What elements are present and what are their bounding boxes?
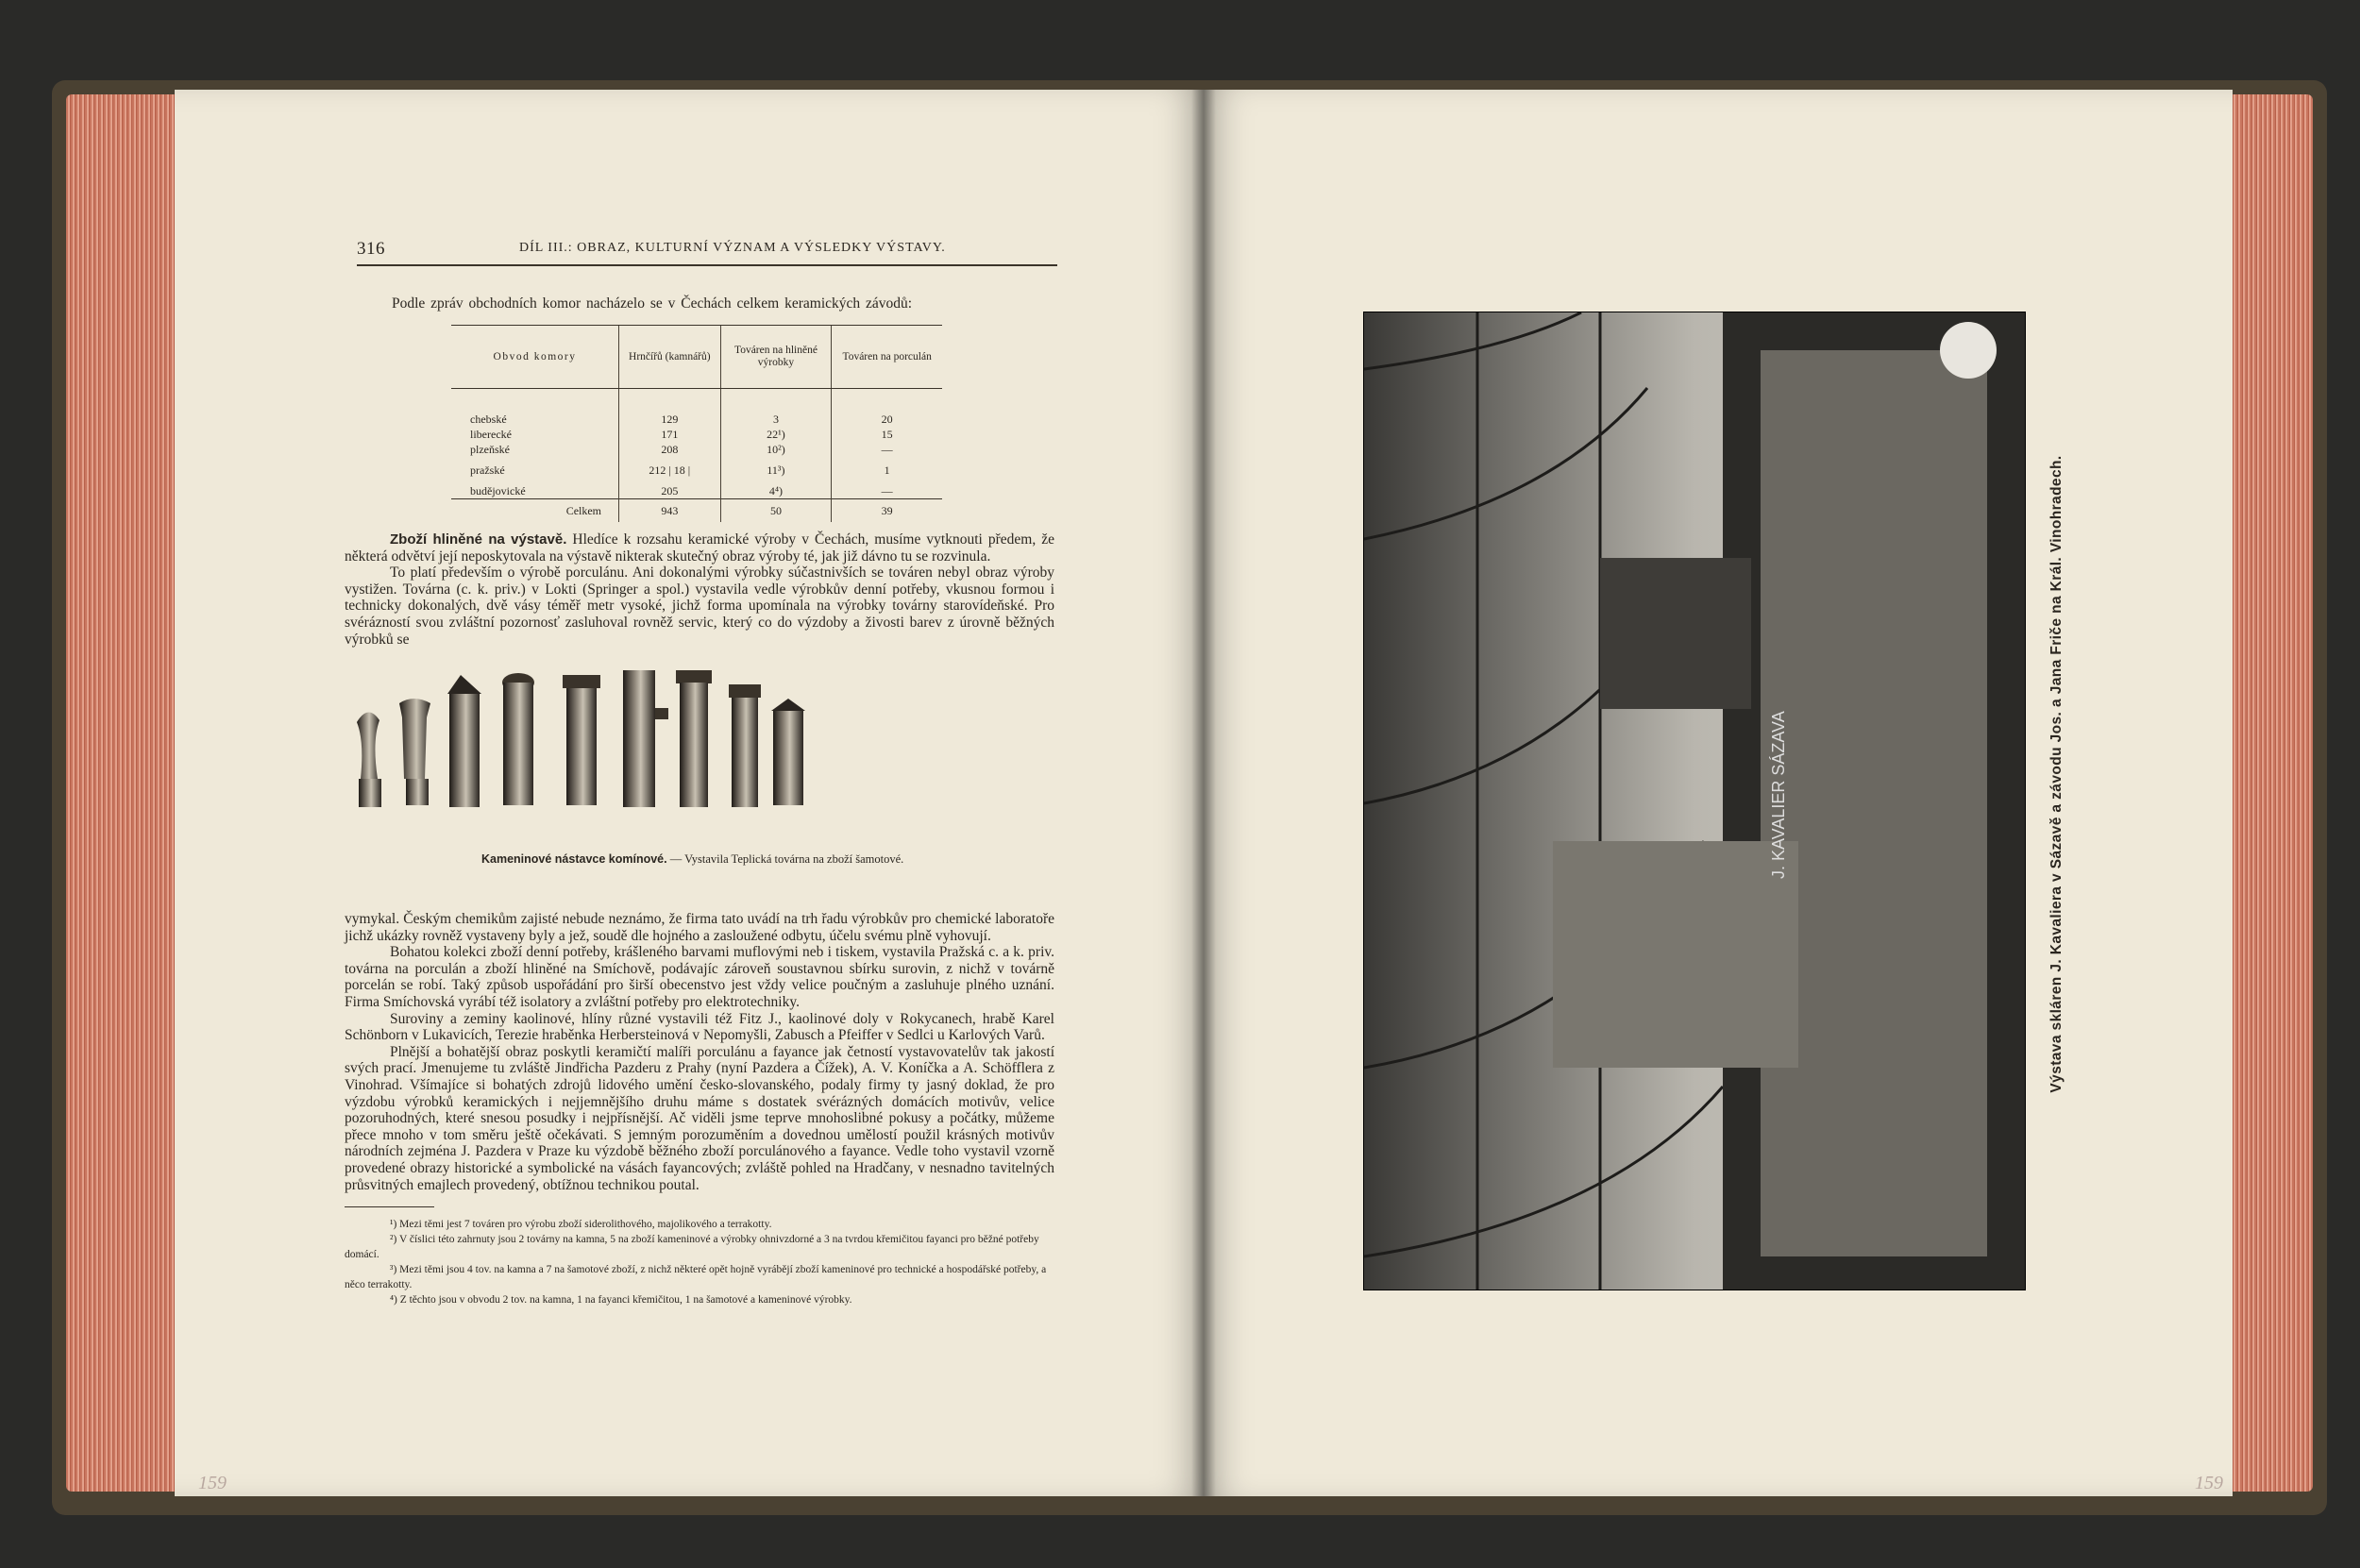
clay-cell: 4⁴) — [720, 483, 832, 499]
district-cell: liberecké — [470, 428, 512, 441]
table-row — [451, 427, 942, 442]
paragraph: To platí především o výrobě porculánu. Ani dokonalými výrobky súčastnivších se továren nebyl obraz výroby vystižen. Továrna (c. k. priv.) v Lokti (Springer a spol.) vystavila vedle výrobkův denní potřeby, vkusnou formou i technicky dokonalých, dvě vásy téměř metr vysoké, jichž forma upomínala na výrobky továrny starovídeňské. Pro svérázností svou zvláštní pozornosť zasluhoval rovněž servic, který co do výzdoby a živosti barev z úrovně běžných výrobků se — [345, 565, 1054, 648]
section-body-top — [345, 531, 1054, 648]
section-heading: Zboží hliněné na výstavě. — [390, 531, 567, 548]
district-cell: pražské — [470, 464, 505, 477]
chimney-cap-7 — [676, 670, 712, 807]
potters-cell: 208 — [619, 442, 721, 457]
footnote: ²) V číslici této zahrnuty jsou 2 továrny na kamna, 5 na zboží kameninové a výrobky ohnivzdorné a 3 na tvrdou křemičitou fayanci pro běžné potřeby domácí. — [345, 1234, 1039, 1260]
footnote: ³) Mezi těmi jsou 4 tov. na kamna a 7 na šamotové zboží, z nichž některé opět hojně vyrábějí zboží kameninové pro technické a hospodářské potřeby, a něco terrakotty. — [345, 1264, 1047, 1290]
paragraph: Zboží hliněné na výstavě. Hledíce k rozsahu keramické výroby v Čechách, musíme vytknouti předem, že některá odvětví její neposkytovala na výstavě nikterak skutečný obraz výroby té, jak již dávno tu se rozvinula. — [345, 531, 1055, 565]
book-gutter — [1191, 90, 1216, 1496]
chimney-cap-4 — [502, 673, 534, 805]
total-potters: 943 — [619, 499, 721, 523]
district-cell: chebské — [470, 413, 507, 426]
page-edges-left — [66, 94, 184, 1492]
running-title: DÍL III.: OBRAZ, KULTURNÍ VÝZNAM A VÝSLEDKY VÝSTAVY. — [519, 241, 946, 255]
chimney-cap-1 — [357, 712, 381, 807]
pencil-mark-left: 159 — [198, 1473, 227, 1493]
header-rule — [357, 264, 1057, 266]
potters-cell: 212 | 18 | — [619, 457, 721, 483]
total-porcelain: 39 — [832, 499, 942, 523]
table-row — [451, 483, 942, 499]
figure-caption-text: — Vystavila Teplická továrna na zboží šamotové. — [666, 852, 904, 866]
page-number: 316 — [357, 239, 385, 259]
chimney-caps-figure — [349, 666, 1053, 854]
glass-globe — [1940, 322, 1997, 379]
exhibition-photo — [1363, 312, 2026, 1290]
photo-sign: J. KAVALIER SÁZAVA — [1769, 711, 1788, 879]
district-cell: budějovické — [470, 484, 526, 497]
paragraph: Suroviny a zeminy kaolinové, hlíny různé vystavili též Fitz J., kaolinové doly v Rokycanech, hrabě Karel Schönborn v Lukavicích, Terezie hraběnka Herbersteinová v Nepomyšli, Zabusch a Pfeiffer v Sedlci u Karlových Varů. — [345, 1010, 1054, 1044]
paragraph: vymykal. Českým chemikům zajisté nebude neznámo, že firma tato uvádí na trh řadu výrobkův pro chemické laboratoře jichž ukázky rovněž vystaveny byly a jež, soudě dle hojného a zasloužené odbytu, účelu svému plně vyhovují. — [345, 911, 1054, 944]
table-header-row — [451, 326, 942, 389]
district-cell: plzeňské — [470, 443, 510, 456]
table-header: Obvod komory — [451, 326, 619, 389]
porcelain-cell: 1 — [832, 457, 942, 483]
footnote-rule — [345, 1206, 434, 1207]
porcelain-cell: — — [832, 483, 942, 499]
figure-caption — [481, 852, 903, 867]
total-clay: 50 — [720, 499, 832, 523]
clay-cell: 10²) — [720, 442, 832, 457]
table-row — [451, 457, 942, 483]
clay-cell: 11³) — [720, 457, 832, 483]
chimney-cap-6 — [623, 670, 668, 807]
exhibit-steps — [1761, 350, 1987, 1256]
paragraph: Bohatou kolekci zboží denní potřeby, krášleného barvami muflovými neb i tiskem, vystavila Pražská c. a k. priv. továrna na porculán a zboží hliněné na Smíchově, podávajíc zároveň soustavnou sbírku surovin, z nichž v továrně porcelán se robí. Taký způsob uspořádání pro širší obecenstvo jest vždy velice poučným a zasluhuje plného uznání. Firma Smíchovská vyrábí též isolatory a zvláštní potřeby pro elektrotechniky. — [345, 944, 1054, 1010]
porcelain-cell: 15 — [832, 427, 942, 442]
chimney-cap-3 — [447, 675, 481, 807]
paragraph: Plnější a bohatější obraz poskytli keramičtí malíři porculánu a fayance jak četností vystavovatelův tak jakostí svých prací. Jmenujeme tu zvláště Jindřicha Pazderu z Prahy (nyní Pazdera a Čížek), A. V. Koníčka a A. Schöfflera z Vinohrad. Všímajíce si bohatých zdrojů lidového umění česko-slovanského, podaly firmy ty jasný doklad, že pro výzdobu výrobků keramických i nejjemnějšího druhu máme s dostatek svérázných domácích motivův, velice pozoruhodných, které snesou posudky i nejpřísnější. Ač viděli jsme teprve mnohoslibné pokusy a počátky, můžeme přece mnoho v tom směru ještě očekávati. S jemným porozuměním a dovednou umělostí použil krásných motivův národních zejména J. Pazdera v Praze ku výzdobě běžného zboží porculánového a fayance. Vedle toho vystavil vzorně provedené obrazy historické a symbolické na vásách fayancových; zvláště pohled na Hradčany, v nesnadno tavitelných průsvitných emajlech provedený, obtížnou technikou poutal. — [345, 1043, 1054, 1193]
table-header: Továren na porculán — [832, 326, 942, 389]
footnote: ¹) Mezi těmi jest 7 továren pro výrobu zboží siderolithového, majolikového a terrakotty. — [390, 1219, 772, 1230]
chimney-cap-5 — [563, 675, 600, 805]
clay-cell: 22¹) — [720, 427, 832, 442]
footnote: ⁴) Z těchto jsou v obvodu 2 tov. na kamna, 1 na fayanci křemičitou, 1 na šamotové a kameninové výrobky. — [390, 1294, 852, 1306]
table-intro: Podle zpráv obchodních komor nacházelo se v Čechách celkem keramických závodů: — [392, 295, 913, 312]
clay-cell: 3 — [720, 412, 832, 427]
chimney-cap-9 — [771, 699, 805, 805]
ceramics-table — [451, 325, 942, 522]
pencil-mark-right: 159 — [2195, 1473, 2223, 1493]
potters-cell: 171 — [619, 427, 721, 442]
chimney-cap-8 — [729, 684, 761, 807]
chimney-cap-2 — [399, 699, 430, 805]
figure-caption-title: Kameninové nástavce komínové. — [481, 852, 667, 866]
porcelain-cell: 20 — [832, 412, 942, 427]
potters-cell: 129 — [619, 412, 721, 427]
table-header: Hrnčířů (kamnářů) — [619, 326, 721, 389]
exhibit-portal — [1600, 558, 1751, 709]
footnotes — [345, 1217, 1054, 1307]
table-header: Továren na hliněné výrobky — [720, 326, 832, 389]
table-row — [451, 412, 942, 427]
potters-cell: 205 — [619, 483, 721, 499]
section-body-bottom — [345, 911, 1054, 1193]
table-total-row — [451, 499, 942, 523]
porcelain-cell: — — [832, 442, 942, 457]
exhibit-display — [1553, 841, 1798, 1068]
total-label: Celkem — [451, 499, 619, 523]
table-row — [451, 442, 942, 457]
